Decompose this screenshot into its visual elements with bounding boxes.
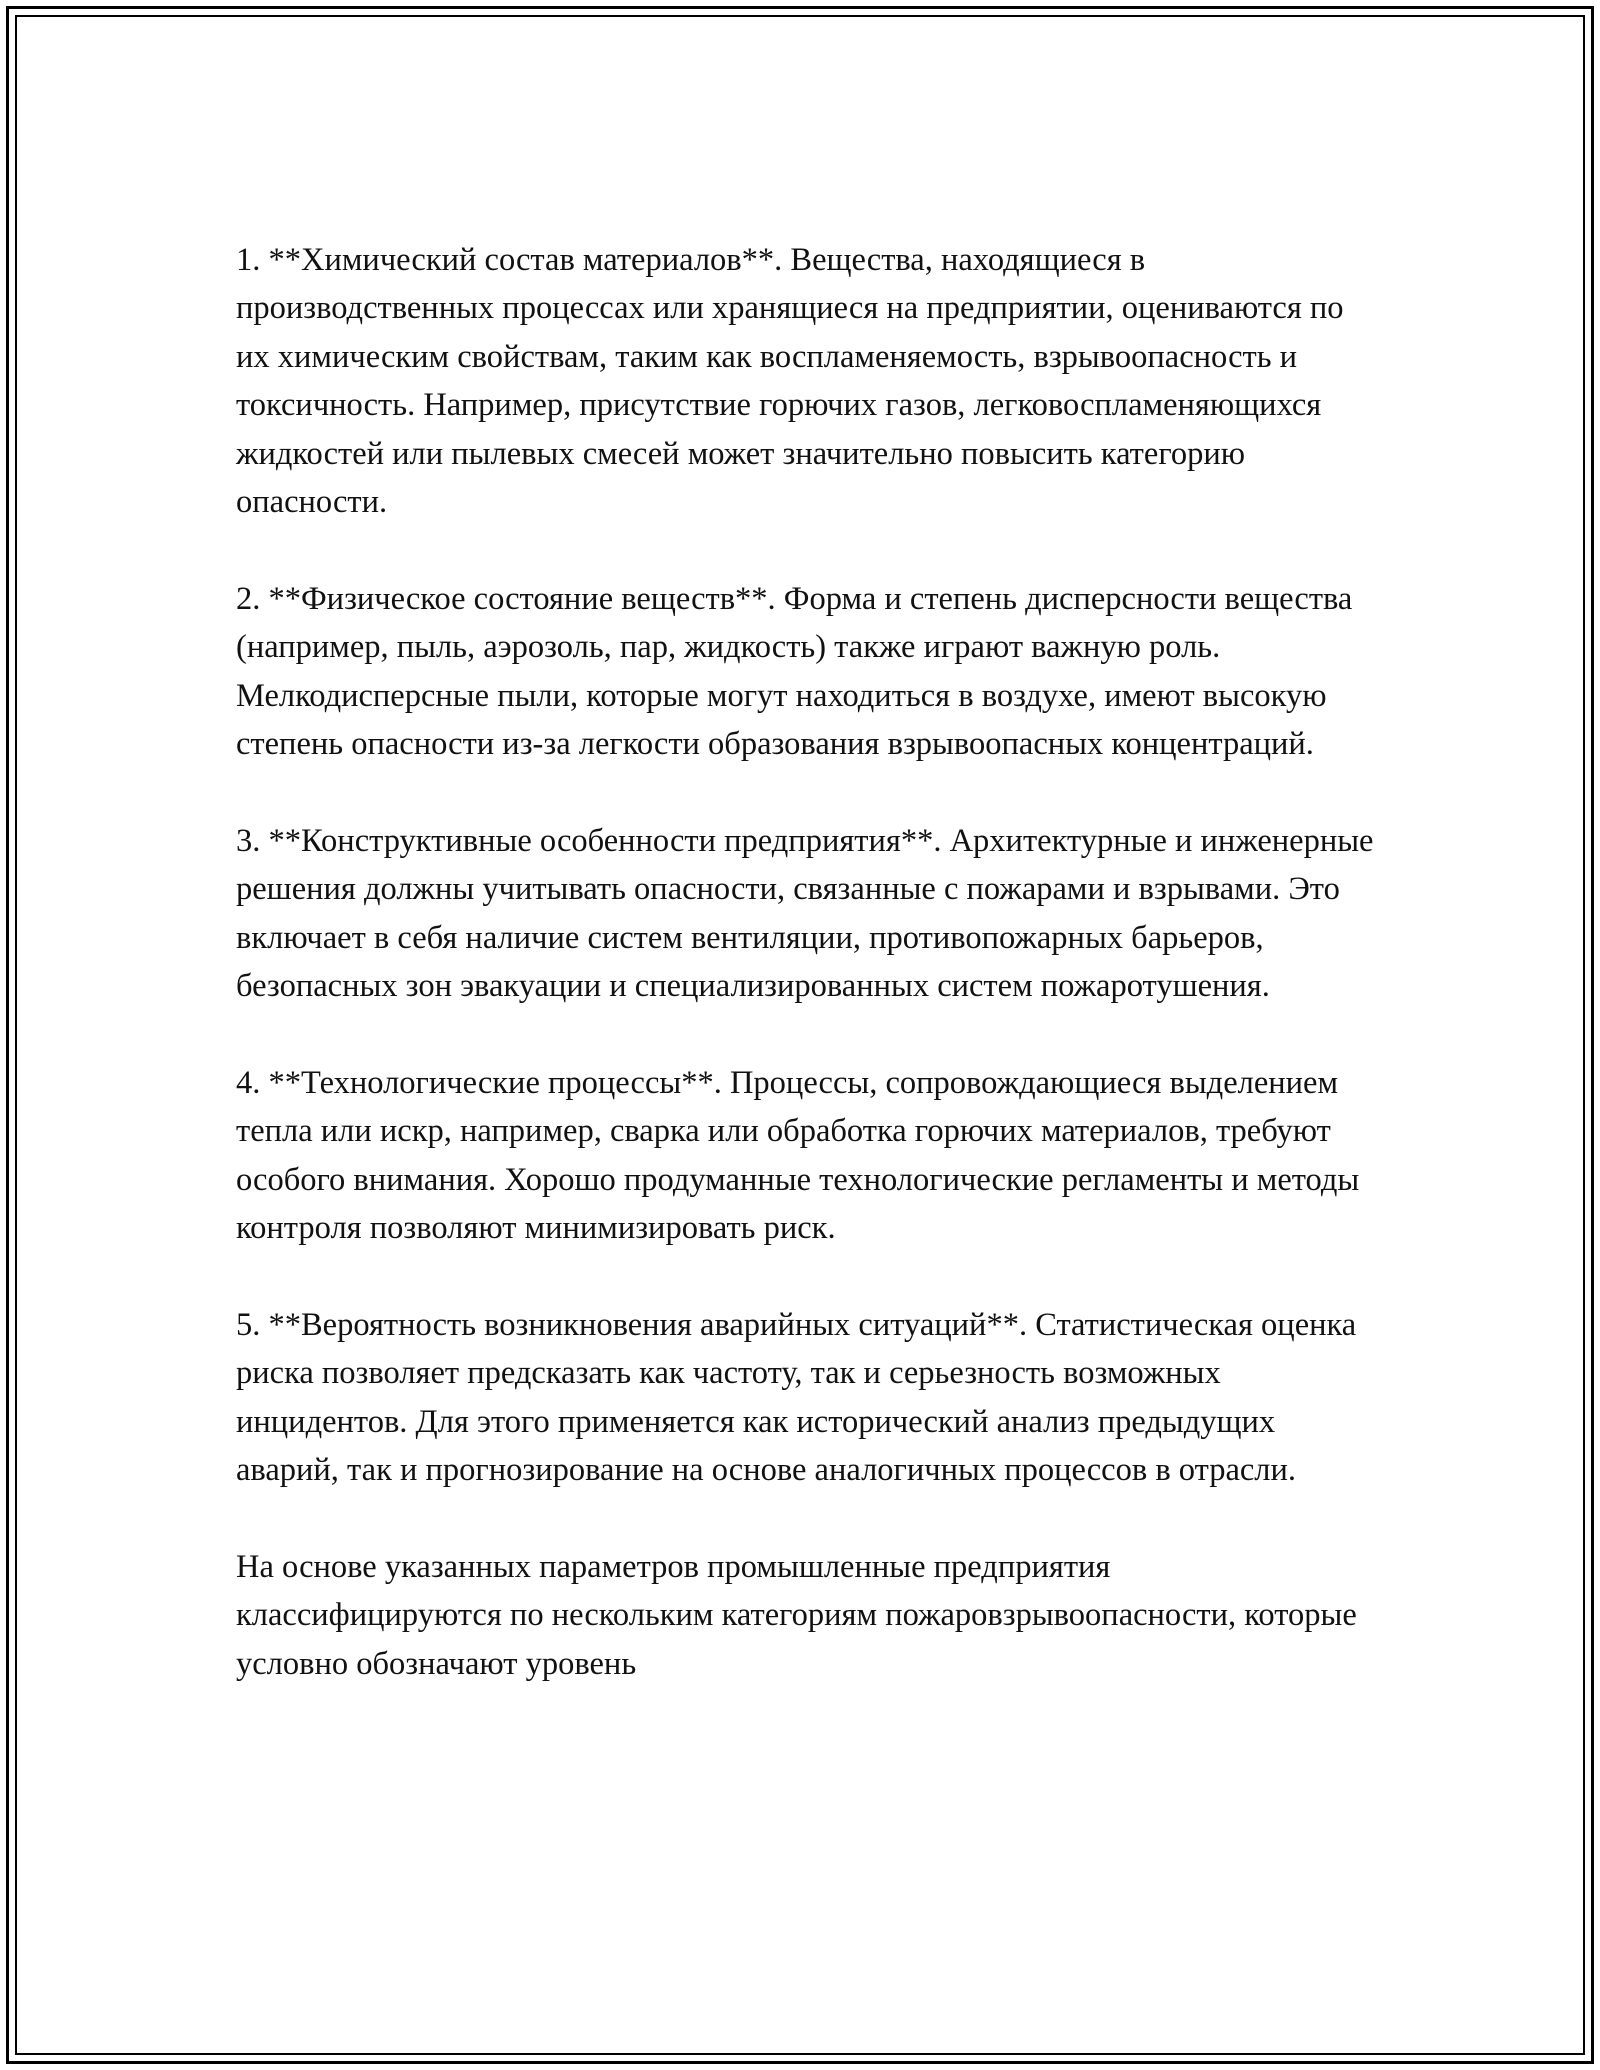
paragraph-chemical-composition: 1. **Химический состав материалов**. Вещества, находящиеся в производственных процессах или хранящиеся на предприятии, оцениваются по их химическим свойствам, таким как воспламеняемость, взрывоопасность и токсичность. Например, присутствие горючих газов, легковоспламеняющихся жидкостей или пылевых смесей может значительно повысить категорию опасности. (236, 242, 1344, 521)
paragraph-classification: На основе указанных параметров промышленные предприятия классифицируются по нескольким категориям пожаровзрывоопасности, которые условно обозначают уровень (236, 1548, 1357, 1682)
paragraph-construction-features: 3. **Конструктивные особенности предприятия**. Архитектурные и инженерные решения должны учитывать опасности, связанные с пожарами и взрывами. Это включает в себя наличие систем вентиляции, противопожарных барьеров, безопасных зон эвакуации и специализированных систем пожаротушения. (236, 822, 1374, 1005)
document-body (236, 236, 1376, 1688)
paragraph-technological-processes: 4. **Технологические процессы**. Процессы, сопровождающиеся выделением тепла или искр, например, сварка или обработка горючих материалов, требуют особого внимания. Хорошо продуманные технологические регламенты и методы контроля позволяют минимизировать риск. (236, 1064, 1360, 1247)
paragraph-physical-state: 2. **Физическое состояние веществ**. Форма и степень дисперсности вещества (например, пыль, аэрозоль, пар, жидкость) также играют важную роль. Мелкодисперсные пыли, которые могут находиться в воздухе, имеют высокую степень опасности из-за легкости образования взрывоопасных концентраций. (236, 580, 1353, 763)
paragraph-accident-probability: 5. **Вероятность возникновения аварийных ситуаций**. Статистическая оценка риска позволяет предсказать как частоту, так и серьезность возможных инцидентов. Для этого применяется как исторический анализ предыдущих аварий, так и прогнозирование на основе аналогичных процессов в отрасли. (236, 1306, 1357, 1489)
